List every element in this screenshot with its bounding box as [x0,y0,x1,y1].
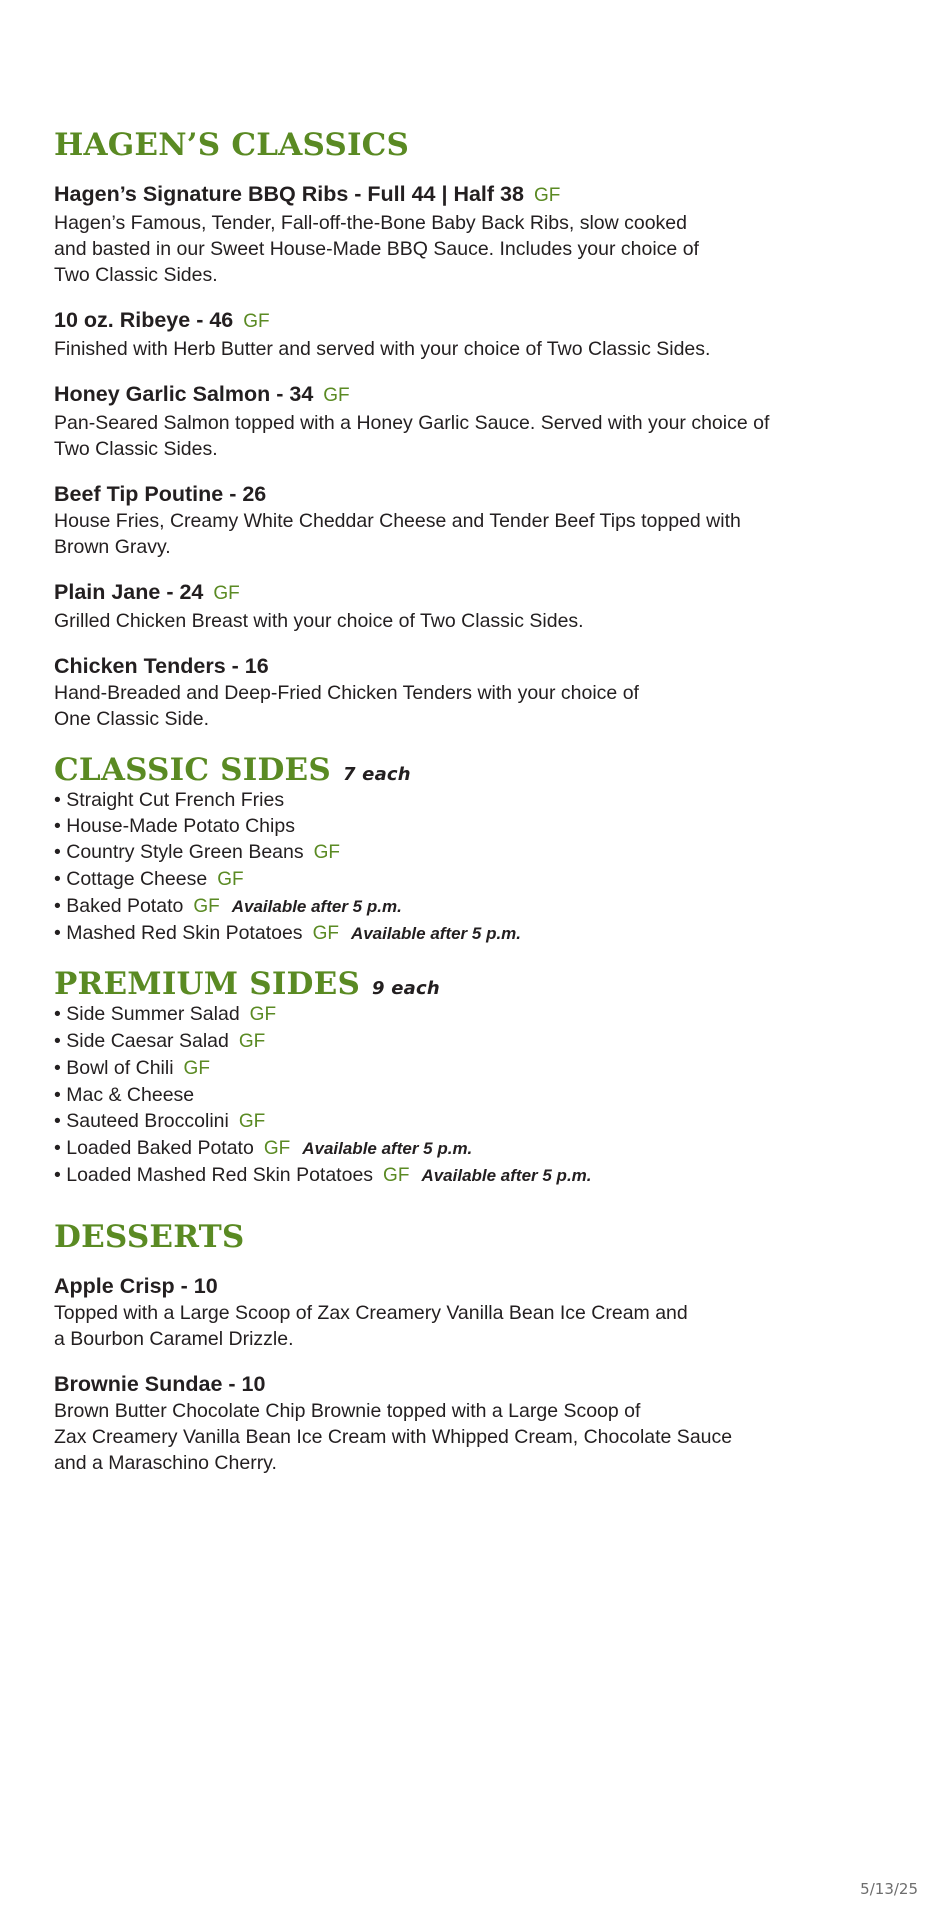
gluten-free-tag: GF [213,583,240,604]
price-note: 7 each [342,764,411,785]
item-name: Apple Crisp - 10 [54,1274,218,1298]
list-item [54,1001,592,1028]
item-name: Chicken Tenders - 16 [54,654,269,678]
item-name: Brownie Sundae - 10 [54,1372,266,1396]
item-description: House Fries, Creamy White Cheddar Cheese and Tender Beef Tips topped with Brown Gravy. [54,510,741,558]
section-title-text: PREMIUM SIDES [54,966,361,1002]
side-label: • Baked Potato [54,895,184,917]
print-date: 5/13/25 [860,1880,918,1898]
gluten-free-tag: GF [193,896,220,917]
item-description: Hand-Breaded and Deep-Fried Chicken Tenders with your choice of One Classic Side. [54,682,639,730]
menu-item [54,306,914,362]
availability-note: Available after 5 p.m. [350,924,522,943]
item-description: Hagen’s Famous, Tender, Fall-off-the-Bone Baby Back Ribs, slow cooked and basted in our Sweet House-Made BBQ Sauce. Includes your choice of Two Classic Sides. [54,212,699,286]
side-label: • Side Caesar Salad [54,1030,229,1052]
side-label: • Side Summer Salad [54,1003,240,1025]
list-item [54,787,521,813]
availability-note: Available after 5 p.m. [302,1139,473,1158]
side-label: • Sauteed Broccolini [54,1110,229,1132]
side-label: • Bowl of Chili [54,1057,174,1079]
gluten-free-tag: GF [249,1004,277,1025]
section-title-text: DESSERTS [54,1219,245,1255]
side-label: • Country Style Green Beans [54,841,304,863]
list-item [54,920,521,947]
section-title-text: HAGEN’S CLASSICS [54,127,410,163]
gluten-free-tag: GF [263,1138,291,1159]
gluten-free-tag: GF [313,842,341,863]
gluten-free-tag: GF [383,1165,410,1186]
item-description: Pan-Seared Salmon topped with a Honey Garlic Sauce. Served with your choice of Two Classic Sides. [54,412,770,460]
gluten-free-tag: GF [533,185,561,206]
menu-item [54,380,914,462]
list-item [54,893,521,920]
side-label: • Loaded Baked Potato [54,1137,254,1159]
gluten-free-tag: GF [217,869,244,890]
item-description: Grilled Chicken Breast with your choice of Two Classic Sides. [54,610,584,632]
item-name: Plain Jane - 24 [54,580,204,604]
item-name: 10 oz. Ribeye - 46 [54,308,234,332]
menu-item [54,578,914,634]
item-description: Topped with a Large Scoop of Zax Creamery Vanilla Bean Ice Cream and a Bourbon Caramel Drizzle. [54,1302,688,1350]
list-item [54,1028,592,1055]
availability-note: Available after 5 p.m. [231,897,402,916]
side-label: • Loaded Mashed Red Skin Potatoes [54,1164,374,1186]
list-item [54,1082,592,1108]
menu-item [54,480,914,560]
list-item [54,1135,592,1162]
classic-sides-list [54,787,521,947]
classics-list [54,180,914,750]
side-label: • Straight Cut French Fries [54,789,285,811]
menu-item [54,652,914,732]
side-label: • Cottage Cheese [54,868,208,890]
list-item [54,839,521,866]
price-note: 9 each [372,978,440,999]
gluten-free-tag: GF [183,1058,210,1079]
gluten-free-tag: GF [312,923,339,944]
side-label: • Mac & Cheese [54,1084,195,1106]
gluten-free-tag: GF [238,1111,266,1132]
item-description: Brown Butter Chocolate Chip Brownie topped with a Large Scoop of Zax Creamery Vanilla Bean Ice Cream with Whipped Cream, Chocolate Sauce and a Maraschino Cherry. [54,1400,733,1474]
section-title-desserts [54,1218,245,1256]
gluten-free-tag: GF [243,311,270,332]
section-title-hagens-classics [54,126,409,164]
list-item [54,1162,592,1189]
section-title-text: CLASSIC SIDES [54,752,331,788]
side-label: • Mashed Red Skin Potatoes [54,922,303,944]
list-item [54,1108,592,1135]
gluten-free-tag: GF [323,385,350,406]
list-item [54,813,521,839]
menu-item [54,1272,914,1352]
menu-item [54,1370,914,1476]
gluten-free-tag: GF [238,1031,266,1052]
menu-item [54,180,914,288]
desserts-list [54,1272,914,1494]
item-name: Beef Tip Poutine - 26 [54,482,267,506]
side-label: • House-Made Potato Chips [54,815,295,837]
list-item [54,866,521,893]
item-description: Finished with Herb Butter and served with your choice of Two Classic Sides. [54,338,711,360]
availability-note: Available after 5 p.m. [421,1166,592,1185]
item-name: Hagen’s Signature BBQ Ribs - Full 44 | Half 38 [54,182,524,206]
list-item [54,1055,592,1082]
item-name: Honey Garlic Salmon - 34 [54,382,314,406]
premium-sides-list [54,1001,592,1189]
